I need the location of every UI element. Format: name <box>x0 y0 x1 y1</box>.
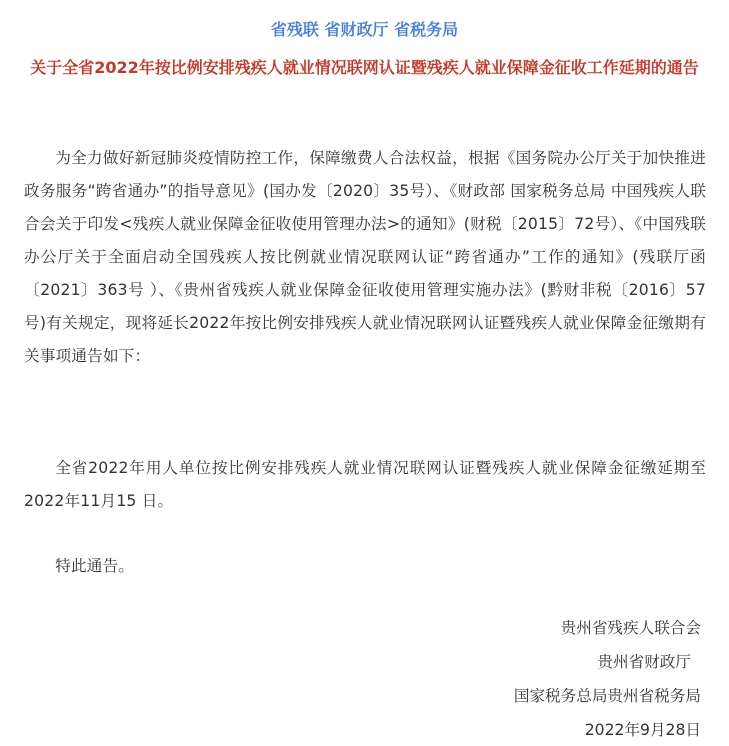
issuer-line: 省残联 省财政厅 省税务局 <box>270 20 459 39</box>
signature-org-1: 贵州省残疾人联合会 <box>560 619 701 637</box>
body-paragraph-3: 特此通告。 <box>55 557 135 575</box>
notice-title: 关于全省2022年按比例安排残疾人就业情况联网认证暨残疾人就业保障金征收工作延期的通告 <box>30 58 699 77</box>
signature-date: 2022年9月28日 <box>584 721 701 739</box>
body-paragraph-1: 为全力做好新冠肺炎疫情防控工作，保障缴费人合法权益，根据《国务院办公厅关于加快推进政务服务“跨省通办”的指导意见》(国办发〔2020〕35号）、《财政部 国家税务总局 中国残疾人联合会关于印发<残疾人就业保障金征收使用管理办法>的通知》(财税〔2015〕72号）、《中国残联办公厅关于全面启动全国残疾人按比例就业情况联网认证“跨省通办”工作的通知》(残联厅函〔2021〕363号 ）、《贵州省残疾人就业保障金征收使用管理实施办法》(黔财非税〔2016〕57号)有关规定，现将延长2022年按比例安排残疾人就业情况联网认证暨残疾人就业保障金征缴期有关事项通告如下： <box>24 149 706 365</box>
signature-org-2: 贵州省财政厅 <box>597 653 691 671</box>
signature-org-3: 国家税务总局贵州省税务局 <box>513 687 701 705</box>
body-paragraph-2: 全省2022年用人单位按比例安排残疾人就业情况联网认证暨残疾人就业保障金征缴延期至2022年11月15 日。 <box>24 459 706 510</box>
